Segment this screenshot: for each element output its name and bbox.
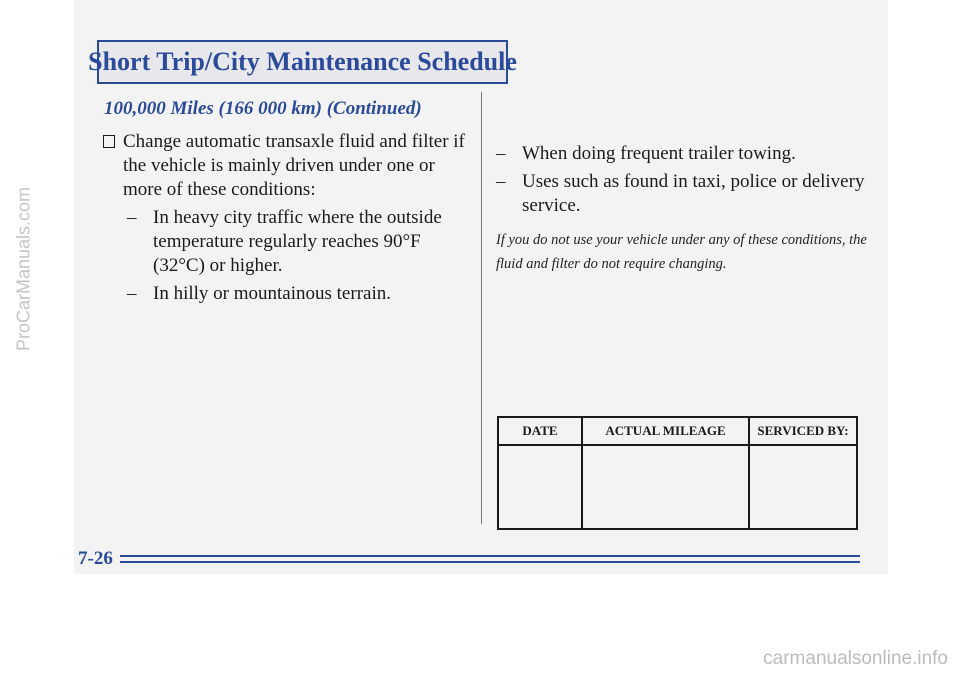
page-number: 7-26	[78, 548, 113, 569]
checkbox-icon	[103, 135, 115, 148]
watermark-left-text: ProCarManuals.com	[13, 186, 34, 352]
checklist-item-text: Change automatic transaxle fluid and filter if the vehicle is mainly driven under one or more of these conditions:	[123, 131, 465, 200]
service-record-table	[497, 416, 858, 530]
watermark-left	[12, 150, 36, 388]
dash-bullet: –	[127, 207, 137, 228]
condition-item	[127, 206, 473, 278]
column-divider	[481, 92, 482, 524]
condition-text: In hilly or mountainous terrain.	[153, 283, 391, 304]
table-header-serviced-by: SERVICED BY:	[757, 423, 849, 438]
condition-text: Uses such as found in taxi, police or delivery service.	[522, 171, 865, 216]
condition-item	[496, 170, 876, 218]
condition-item	[496, 142, 876, 166]
watermark-bottom: carmanualsonline.info	[763, 648, 948, 669]
table-header-mileage: ACTUAL MILEAGE	[605, 423, 726, 438]
title-box	[88, 40, 517, 84]
condition-text: In heavy city traffic where the outside temperature regularly reaches 90°F (32°C) or higher.	[153, 207, 442, 276]
dash-bullet: –	[127, 283, 137, 304]
right-column	[496, 142, 876, 276]
section-subheading: 100,000 Miles (166 000 km) (Continued)	[104, 98, 422, 119]
left-column	[103, 130, 473, 306]
note-text: If you do not use your vehicle under any of these conditions, the fluid and filter do not require changing.	[496, 232, 867, 272]
condition-item	[127, 282, 473, 306]
dash-bullet: –	[496, 171, 506, 192]
footer-rule	[120, 561, 860, 563]
dash-bullet: –	[496, 143, 506, 164]
checklist-item	[103, 130, 473, 202]
table-header-date: DATE	[522, 423, 558, 438]
condition-text: When doing frequent trailer towing.	[522, 143, 796, 164]
footer-rule	[120, 555, 860, 557]
page-title: Short Trip/City Maintenance Schedule	[88, 47, 517, 76]
